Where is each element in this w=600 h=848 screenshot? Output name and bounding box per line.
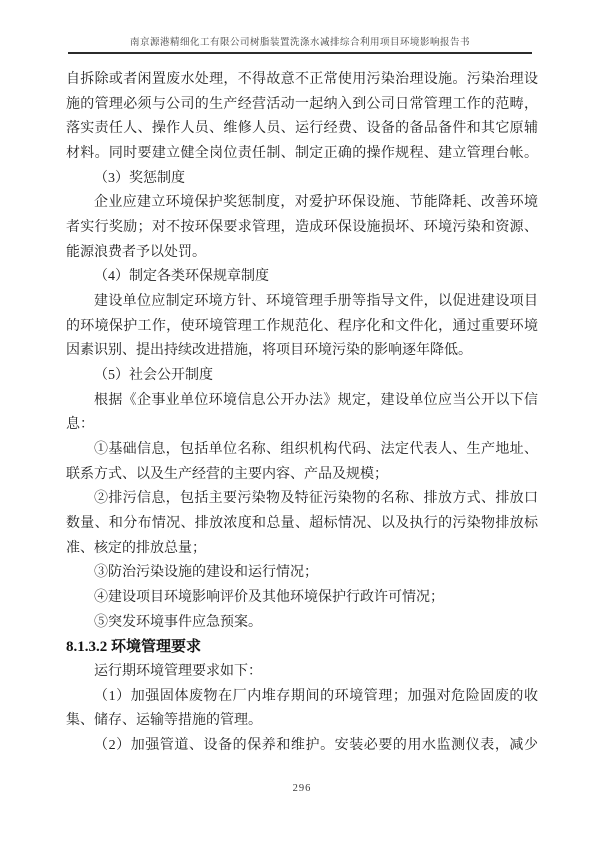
text-line: 施的管理必须与公司的生产经营活动一起纳入到公司日常管理工作的范畴， xyxy=(66,96,538,112)
text-line: 落实责任人、操作人员、维修人员、运行经费、设备的备品备件和其它原辅 xyxy=(66,121,538,137)
text-line: 材料。同时要建立健全岗位责任制、制定正确的操作规程、建立管理台帐。 xyxy=(66,146,538,162)
text-line: ④建设项目环境影响评价及其他环境保护行政许可情况； xyxy=(94,590,444,606)
header-rule xyxy=(68,52,532,54)
text-line: 的环境保护工作，使环境管理工作规范化、程序化和文件化，通过重要环境 xyxy=(66,318,538,334)
text-line: （4）制定各类环保规章制度 xyxy=(94,269,269,285)
text-line: ③防治污染设施的建设和运行情况； xyxy=(94,565,318,581)
running-header-title: 南京源港精细化工有限公司树脂装置洗涤水减排综合利用项目环境影响报告书 xyxy=(129,38,470,48)
text-line: 根据《企事业单位环境信息公开办法》规定，建设单位应当公开以下信 xyxy=(94,392,538,408)
text-line: 能源浪费者予以处罚。 xyxy=(66,244,206,260)
text-line: ②排污信息，包括主要污染物及特征污染物的名称、排放方式、排放口 xyxy=(94,491,538,507)
text-line: 企业应建立环境保护奖惩制度，对爱护环保设施、节能降耗、改善环境 xyxy=(94,195,538,211)
text-line: 息： xyxy=(66,417,94,433)
text-line: 联系方式、以及生产经营的主要内容、产品及规模； xyxy=(66,466,388,482)
text-line: 准、核定的排放总量； xyxy=(66,540,206,556)
text-line: 者实行奖励；对不按环保要求管理，造成环保设施损坏、环境污染和资源、 xyxy=(66,220,538,236)
text-line: 因素识别、提出持续改进措施，将项目环境污染的影响逐年降低。 xyxy=(66,343,472,359)
text-line: （1）加强固体废物在厂内堆存期间的环境管理；加强对危险固废的收 xyxy=(94,688,538,704)
text-line: （5）社会公开制度 xyxy=(94,368,213,384)
page-number: 296 xyxy=(292,783,312,794)
text-line: 数量、和分布情况、排放浓度和总量、超标情况、以及执行的污染物排放标 xyxy=(66,516,538,532)
text-line: 集、储存、运输等措施的管理。 xyxy=(66,713,262,729)
text-line: （2）加强管道、设备的保养和维护。安装必要的用水监测仪表，减少 xyxy=(94,738,538,754)
text-line: 运行期环境管理要求如下： xyxy=(94,664,262,680)
text-line: ⑤突发环境事件应急预案。 xyxy=(94,614,262,630)
section-heading: 8.1.3.2 环境管理要求 xyxy=(66,639,202,656)
text-line: （3）奖惩制度 xyxy=(94,170,185,186)
page-footer xyxy=(66,778,538,796)
text-line: 自拆除或者闲置废水处理，不得故意不正常使用污染治理设施。污染治理设 xyxy=(66,72,538,87)
document-body xyxy=(66,68,538,759)
text-line: ①基础信息，包括单位名称、组织机构代码、法定代表人、生产地址、 xyxy=(94,442,538,458)
text-line: 建设单位应制定环境方针、环境管理手册等指导文件，以促进建设项目 xyxy=(94,294,538,310)
